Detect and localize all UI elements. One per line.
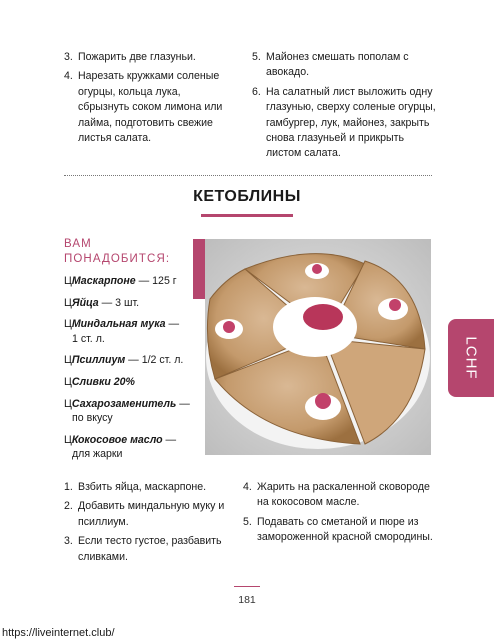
page-number: 181 [238, 594, 256, 606]
steps-column-left [64, 50, 232, 150]
ingredient-item: ЦСливки 20% [64, 375, 135, 388]
steps-column-right [252, 50, 436, 166]
source-link[interactable]: https://liveinternet.club/ [2, 627, 115, 639]
step-item: 5. Подавать со сметаной и пюре из замороженной красной смородины. [243, 515, 433, 544]
page-number-line [234, 586, 260, 587]
step-item: 1. Взбить яйца, маскарпоне. [64, 481, 207, 493]
photo-accent-bar [193, 239, 205, 299]
chapter-tab-lchf[interactable] [448, 319, 494, 397]
step-item: 4. Жарить на раскаленной сковороде на кокосовом масле. [243, 481, 430, 509]
ingredient-item: ЦПсиллиум — 1/2 ст. л. [64, 354, 184, 367]
ingredient-item: ЦМаскарпоне — 125 г [64, 275, 177, 287]
pancakes-illustration [205, 239, 431, 455]
step-item: 5. Майонез смешать пополам с авокадо. [252, 51, 409, 79]
pancakes-photo [205, 239, 431, 455]
recipe-steps [0, 480, 494, 590]
recipe-title: КЕТОБЛИНЫ [193, 188, 301, 205]
ingredient-item: ЦЯйца — 3 шт. [64, 296, 140, 309]
ingredients-heading: ВАМ ПОНАДОБИТСЯ: [64, 238, 171, 265]
steps-column-left [64, 480, 234, 569]
title-underline [201, 214, 293, 217]
step-item: 3. Если тесто густое, разбавить сливками. [64, 535, 222, 563]
step-item: 6. На салатный лист выложить одну глазунью, сверху соленые огурцы, гамбургер, лук, майонез, закрыть снова глазуньей и прикрыть листом салата. [252, 85, 436, 160]
step-item: 3. Пожарить две глазуньи. [64, 51, 196, 63]
ingredients-list [64, 274, 204, 469]
ingredient-item: ЦСахарозаменитель — по вкусу [64, 397, 190, 425]
step-item: 4. Нарезать кружками соленые огурцы, кольца лука, сбрызнуть соком лимона или лайма, подготовить свежие листья салата. [64, 70, 223, 145]
previous-recipe-steps [0, 50, 494, 160]
chapter-tab-label: LCHF [462, 336, 480, 380]
step-item: 2. Добавить миндальную муку и псиллиум. [64, 500, 225, 528]
dotted-divider [64, 175, 432, 176]
steps-column-right [243, 480, 433, 550]
ingredient-item: ЦКокосовое масло — для жарки [64, 433, 177, 461]
ingredient-item: ЦМиндальная мука — 1 ст. л. [64, 318, 180, 345]
